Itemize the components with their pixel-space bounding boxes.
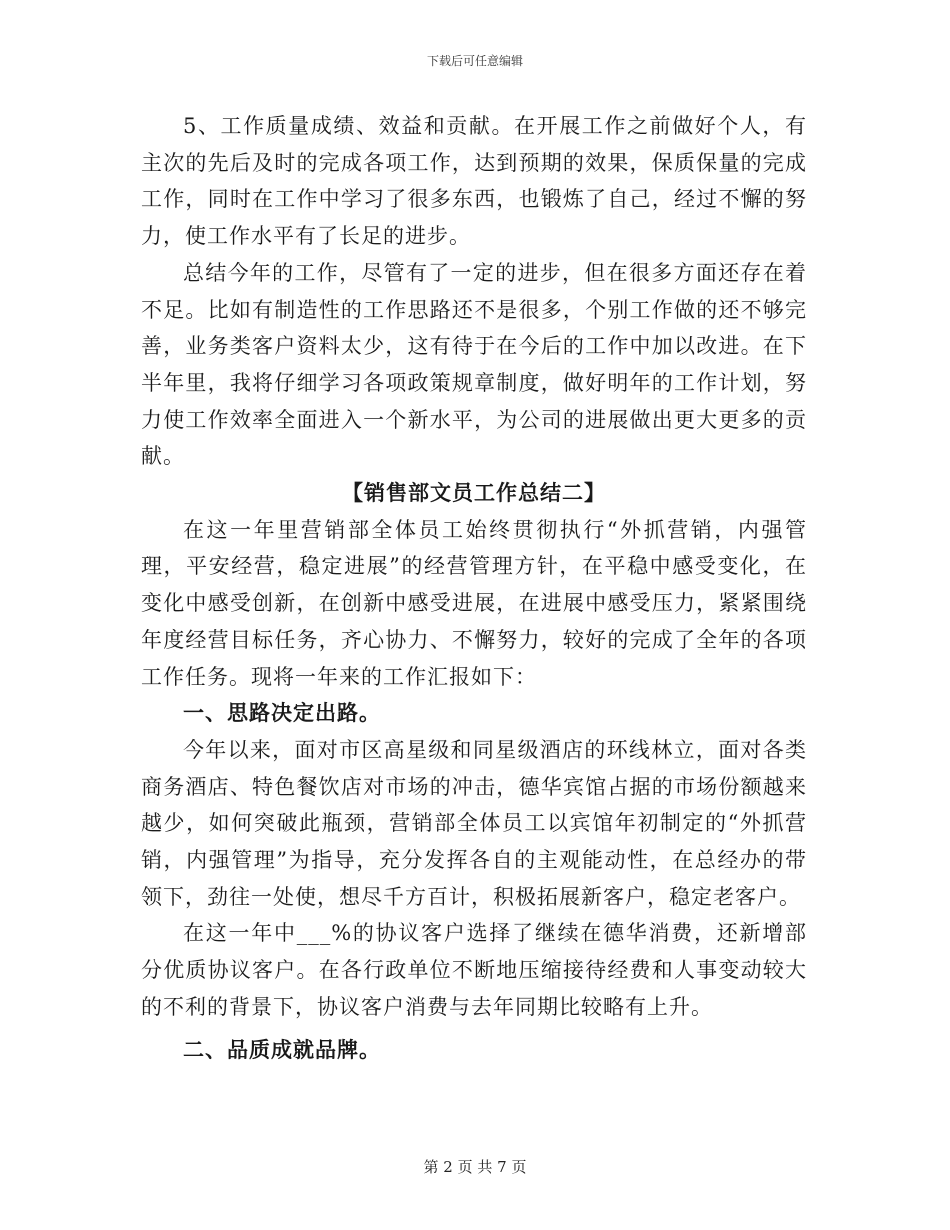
section-title: 【销售部文员工作总结二】 bbox=[342, 481, 606, 506]
page-footer: 第 2 页 共 7 页 bbox=[423, 1158, 527, 1176]
paragraph-market-challenge: 今年以来，面对市区高星级和同星级酒店的环线林立，面对各类商务酒店、特色餐饮店对市场的冲击，德华宾馆占据的市场份额越来越少，如何突破此瓶颈，营销部全体员工以宾馆年初制定的“外抓营销，内强管理”为指导，充分发挥各自的主观能动性，在总经办的带领下，劲往一处使，想尽千方百计，积极拓展新客户，稳定老客户。 bbox=[141, 737, 807, 909]
paragraph-work-quality: 5、工作质量成绩、效益和贡献。在开展工作之前做好个人，有主次的先后及时的完成各项工作，达到预期的效果，保质保量的完成工作，同时在工作中学习了很多东西，也锻炼了自己，经过不懈的努力，使工作水平有了长足的进步。 bbox=[141, 114, 807, 249]
paragraph-agreement-clients: 在这一年中___%的协议客户选择了继续在德华消费，还新增部分优质协议客户。在各行政单位不断地压缩接待经费和人事变动较大的不利的背景下，协议客户消费与去年同期比较略有上升。 bbox=[141, 921, 807, 1019]
paragraph-marketing-intro: 在这一年里营销部全体员工始终贯彻执行“外抓营销，内强管理，平安经营，稳定进展”的经营管理方针，在平稳中感受变化，在变化中感受创新，在创新中感受进展，在进展中感受压力，紧紧围绕年度经营目标任务，齐心协力、不懈努力，较好的完成了全年的各项工作任务。现将一年来的工作汇报如下： bbox=[141, 517, 807, 689]
paragraph-year-summary: 总结今年的工作，尽管有了一定的进步，但在很多方面还存在着不足。比如有制造性的工作思路还不是很多，个别工作做的还不够完善，业务类客户资料太少，这有待于在今后的工作中加以改进。在下半年里，我将仔细学习各项政策规章制度，做好明年的工作计划，努力使工作效率全面进入一个新水平，为公司的进展做出更大更多的贡献。 bbox=[141, 260, 807, 469]
document-body bbox=[141, 108, 807, 1068]
heading-thinking-decides-path: 一、思路决定出路。 bbox=[183, 701, 381, 726]
heading-quality-brand: 二、品质成就品牌。 bbox=[183, 1037, 381, 1062]
page-header: 下载后可任意编辑 bbox=[426, 54, 523, 68]
